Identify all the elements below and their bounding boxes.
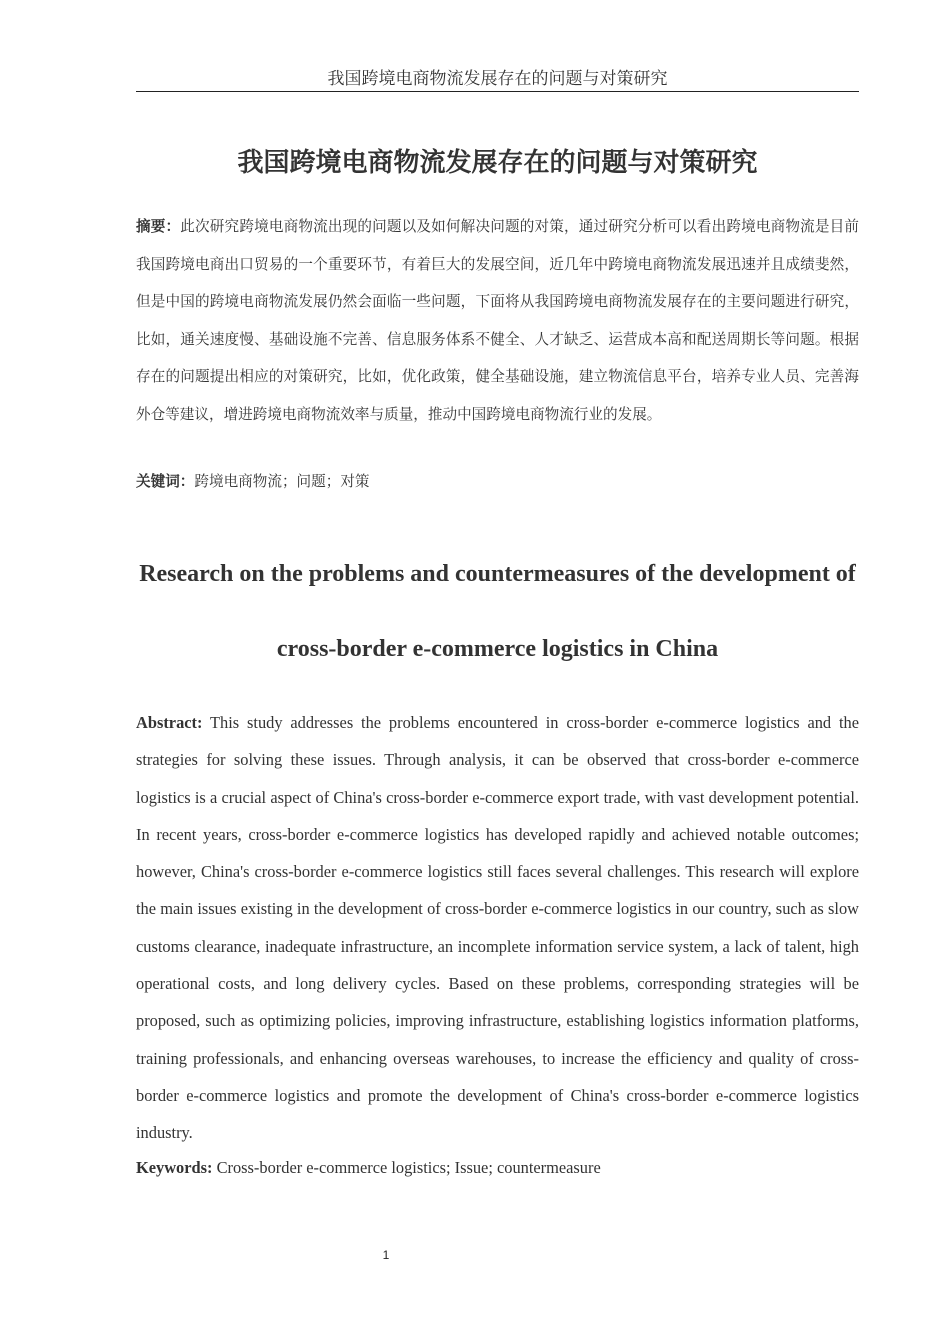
english-abstract — [136, 704, 859, 1152]
english-abstract-label: Abstract: — [136, 713, 203, 732]
chinese-keywords-text: 跨境电商物流；问题；对策 — [194, 473, 370, 490]
chinese-title: 我国跨境电商物流发展存在的问题与对策研究 — [237, 148, 758, 178]
page-number: 1 — [382, 1248, 390, 1262]
running-header: 我国跨境电商物流发展存在的问题与对策研究 — [327, 69, 668, 89]
chinese-abstract-text: 此次研究跨境电商物流出现的问题以及如何解决问题的对策，通过研究分析可以看出跨境电商物流是目前我国跨境电商出口贸易的一个重要环节，有着巨大的发展空间，近几年中跨境电商物流发展迅速并且成绩斐然，但是中国的跨境电商物流发展仍然会面临一些问题，下面将从我国跨境电商物流发展存在的主要问题进行研究，比如，通关速度慢、基础设施不完善、信息服务体系不健全、人才缺乏、运营成本高和配送周期长等问题。根据存在的问题提出相应的对策研究，比如，优化政策，健全基础设施，建立物流信息平台，培养专业人员、完善海外仓等建议，增进跨境电商物流效率与质量，推动中国跨境电商物流行业的发展。 — [136, 218, 859, 423]
english-keywords-label: Keywords: — [136, 1158, 213, 1177]
header-rule — [136, 91, 859, 92]
chinese-keywords — [136, 467, 859, 497]
chinese-abstract — [136, 208, 859, 433]
english-keywords-text: Cross-border e-commerce logistics; Issue; countermeasure — [216, 1158, 601, 1177]
english-title: Research on the problems and countermeasures of the development of cross-border e-commerce logistics in China — [139, 561, 856, 662]
chinese-keywords-label: 关键词： — [136, 473, 195, 490]
chinese-abstract-label: 摘要： — [136, 218, 181, 235]
english-abstract-text: This study addresses the problems encountered in cross-border e-commerce logistics and the strategies for solving these issues. Through analysis, it can be observed that cross-border e-commerce logistics is a crucial aspect of China's cross-border e-commerce export trade, with vast development potential. In recent years, cross-border e-commerce logistics has developed rapidly and achieved notable outcomes; however, China's cross-border e-commerce logistics still faces several challenges. This research will explore the main issues existing in the development of cross-border e-commerce logistics in our country, such as slow customs clearance, inadequate infrastructure, an incomplete information service system, a lack of talent, high operational costs, and long delivery cycles. Based on these problems, corresponding strategies will be proposed, such as optimizing policies, improving infrastructure, establishing logistics information platforms, training professionals, and enhancing overseas warehouses, to increase the efficiency and quality of cross-border e-commerce logistics and promote the development of China's cross-border e-commerce logistics industry. — [136, 713, 859, 1143]
english-keywords — [136, 1155, 859, 1181]
